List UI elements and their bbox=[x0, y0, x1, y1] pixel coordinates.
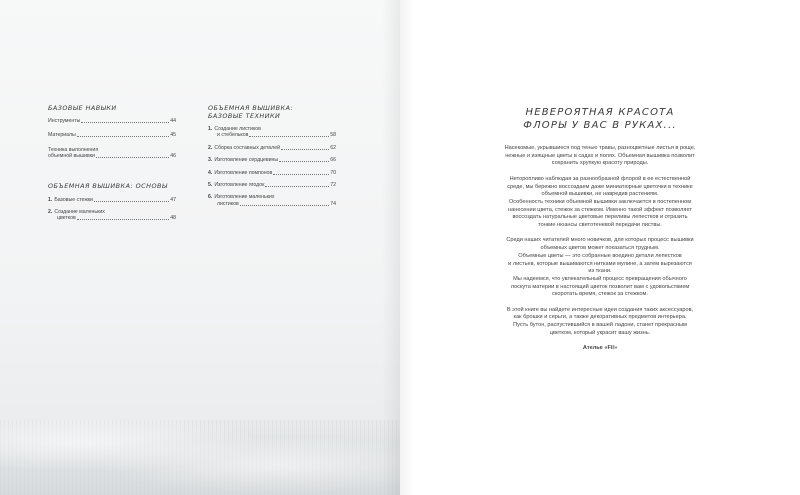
toc-entry-page: 62 bbox=[330, 144, 336, 151]
text-line: объемной вышивки, не навредив растениям. bbox=[541, 191, 659, 198]
text-line: как брошки и серьги, а также декоративных предметов интерьера. bbox=[513, 314, 687, 321]
dot-leader bbox=[279, 161, 329, 162]
toc-entry[interactable] bbox=[48, 197, 176, 203]
toc-entry-page: 47 bbox=[170, 196, 176, 203]
dot-leader bbox=[273, 174, 329, 175]
toc-section bbox=[208, 104, 336, 207]
text-line: Пусть бутон, распустившийся в вашей ладони, станет прекрасным bbox=[513, 322, 687, 329]
dot-leader bbox=[77, 219, 169, 220]
toc-section-title: ОБЪЕМНАЯ ВЫШИВКА: ОСНОВЫ bbox=[48, 181, 168, 190]
text-line: В этой книге вы найдете интересные идеи создания таких аксессуаров, bbox=[506, 306, 694, 313]
toc-entry-number: 2. bbox=[48, 209, 53, 216]
toc-entry[interactable] bbox=[208, 145, 336, 151]
toc-entry-number: 1. bbox=[48, 196, 53, 203]
toc-entry-label: Изготовление ягодок bbox=[214, 182, 265, 189]
toc-entry-label: и стебельков bbox=[217, 132, 249, 139]
toc-entry-page: 66 bbox=[330, 157, 336, 164]
text-line: Насекомые, укрывшиеся под тенью травы, разноцветные листья в роще, bbox=[504, 145, 696, 151]
toc-entry[interactable] bbox=[208, 157, 336, 163]
toc-entry[interactable] bbox=[208, 182, 336, 188]
text-line: и листьев, которые вышиваются нитками мулине, а затем вырезаются bbox=[508, 260, 692, 267]
toc-entry-number: 2. bbox=[208, 144, 213, 151]
toc-column-1 bbox=[48, 104, 176, 222]
dot-leader bbox=[249, 136, 329, 137]
intro-paragraph bbox=[458, 176, 742, 230]
toc-section-title: БАЗОВЫЕ НАВЫКИ bbox=[48, 104, 117, 112]
page-gutter-shadow bbox=[400, 0, 414, 495]
right-page-introduction bbox=[400, 0, 800, 495]
toc-entry-label: Изготовление сердцевины bbox=[214, 157, 279, 164]
text-line: среде, мы бережно воссоздаем даже миниатюрные цветочки в технике bbox=[507, 183, 693, 190]
toc-entry-page: 46 bbox=[170, 153, 176, 160]
toc-entry[interactable] bbox=[208, 126, 336, 139]
text-line: Мы надеемся, что увлекательный процесс превращения обычного bbox=[513, 275, 687, 282]
toc-entry-number: 5. bbox=[208, 182, 213, 189]
toc-section bbox=[48, 104, 176, 160]
toc-entry-number: 1. bbox=[208, 126, 213, 132]
text-line: нежные и изящные цветы в садах и полях. Объемная вышивка позволит bbox=[505, 152, 695, 159]
toc-entry-page: 44 bbox=[170, 118, 176, 124]
toc-entry[interactable] bbox=[48, 118, 176, 124]
snow-background-image bbox=[0, 420, 400, 495]
toc-entry-number: 6. bbox=[208, 194, 213, 201]
toc-entry[interactable] bbox=[208, 170, 336, 176]
text-line: Среди наших читателей много новичков, для которых процесс вышивки bbox=[506, 237, 694, 244]
text-line: Объемные цветы — это собранные воедино детали лепестков bbox=[518, 252, 682, 259]
page-gutter-shadow bbox=[382, 0, 400, 495]
toc-entry-label: Материалы bbox=[48, 132, 76, 139]
toc-entry-page: 58 bbox=[330, 132, 336, 139]
toc-column-2 bbox=[208, 104, 336, 207]
toc-entry-number: 3. bbox=[208, 157, 213, 164]
toc-entry-label: Изготовление маленьких bbox=[214, 194, 275, 201]
text-line: из ткани. bbox=[588, 268, 612, 275]
signature: Ателье «Fil» bbox=[582, 345, 618, 352]
toc-entry-page: 74 bbox=[330, 200, 336, 207]
toc-entry[interactable] bbox=[48, 147, 176, 160]
toc-entry-label: Инструменты bbox=[48, 118, 81, 124]
text-line: нанесении цвета, стежок за стежком. Именно такой эффект позволяет bbox=[508, 206, 692, 213]
toc-entry-label: Техника выполнения bbox=[48, 146, 99, 153]
text-line: воссоздать натуральные цветовые переливы лепестков и отразить bbox=[512, 214, 688, 221]
toc-entry-label: Создание листиков bbox=[214, 126, 261, 132]
text-line: тонкие нюансы светотеневой передачи листвы. bbox=[538, 222, 662, 229]
toc-entry-page: 70 bbox=[330, 169, 336, 176]
toc-entry[interactable] bbox=[48, 132, 176, 138]
toc-entry-number: 4. bbox=[208, 169, 213, 176]
text-line: объемных цветов может показаться трудным. bbox=[540, 245, 660, 252]
intro-paragraph bbox=[458, 237, 742, 299]
text-line: Неторопливо наблюдая за разнообразной флорой в ее естественной bbox=[509, 175, 691, 182]
toc-entry-label: Изготовление помпонов bbox=[214, 169, 273, 176]
dot-leader bbox=[240, 205, 329, 206]
toc-entry-label: Базовые стежки bbox=[54, 196, 93, 203]
dot-leader bbox=[281, 149, 329, 150]
dot-leader bbox=[77, 136, 169, 137]
toc-entry-label: объемной вышивки bbox=[48, 153, 95, 160]
dot-leader bbox=[94, 201, 169, 202]
intro-paragraph bbox=[458, 145, 742, 168]
toc-entry-label: Создание маленьких bbox=[54, 209, 105, 216]
text-line: лоскута материи в настоящий цветок позволит вам с удовольствием bbox=[510, 283, 690, 290]
toc-section bbox=[48, 182, 176, 222]
toc-section-title: ОБЪЕМНАЯ ВЫШИВКА: bbox=[208, 104, 294, 112]
toc-entry-page: 45 bbox=[170, 132, 176, 139]
intro-body bbox=[458, 145, 742, 353]
toc-entry[interactable] bbox=[48, 209, 176, 222]
toc-entry-page: 72 bbox=[330, 182, 336, 189]
headline-line: НЕВЕРОЯТНАЯ КРАСОТА bbox=[525, 107, 675, 118]
dot-leader bbox=[265, 186, 329, 187]
text-line: цветком, который украсит вашу жизнь. bbox=[549, 329, 651, 336]
toc-section-title: БАЗОВЫЕ ТЕХНИКИ bbox=[208, 112, 281, 120]
toc-entry[interactable] bbox=[208, 194, 336, 207]
dot-leader bbox=[96, 157, 169, 158]
intro-headline bbox=[400, 106, 800, 132]
toc-entry-label: цветков bbox=[57, 215, 76, 222]
toc-entry-label: Сборка составных деталей bbox=[214, 144, 280, 151]
text-line: скоротать время, стежок за стежком. bbox=[552, 291, 648, 298]
text-line: Особенность техники объемной вышивки заключается в постепенном bbox=[508, 198, 692, 205]
toc-entry-label: листиков bbox=[217, 200, 239, 207]
text-line: сохранить хрупкую красоту природы. bbox=[551, 160, 649, 167]
headline-line: ФЛОРЫ У ВАС В РУКАХ... bbox=[523, 120, 677, 131]
toc-entry-page: 48 bbox=[170, 215, 176, 222]
intro-paragraph bbox=[458, 307, 742, 338]
dot-leader bbox=[81, 122, 169, 123]
